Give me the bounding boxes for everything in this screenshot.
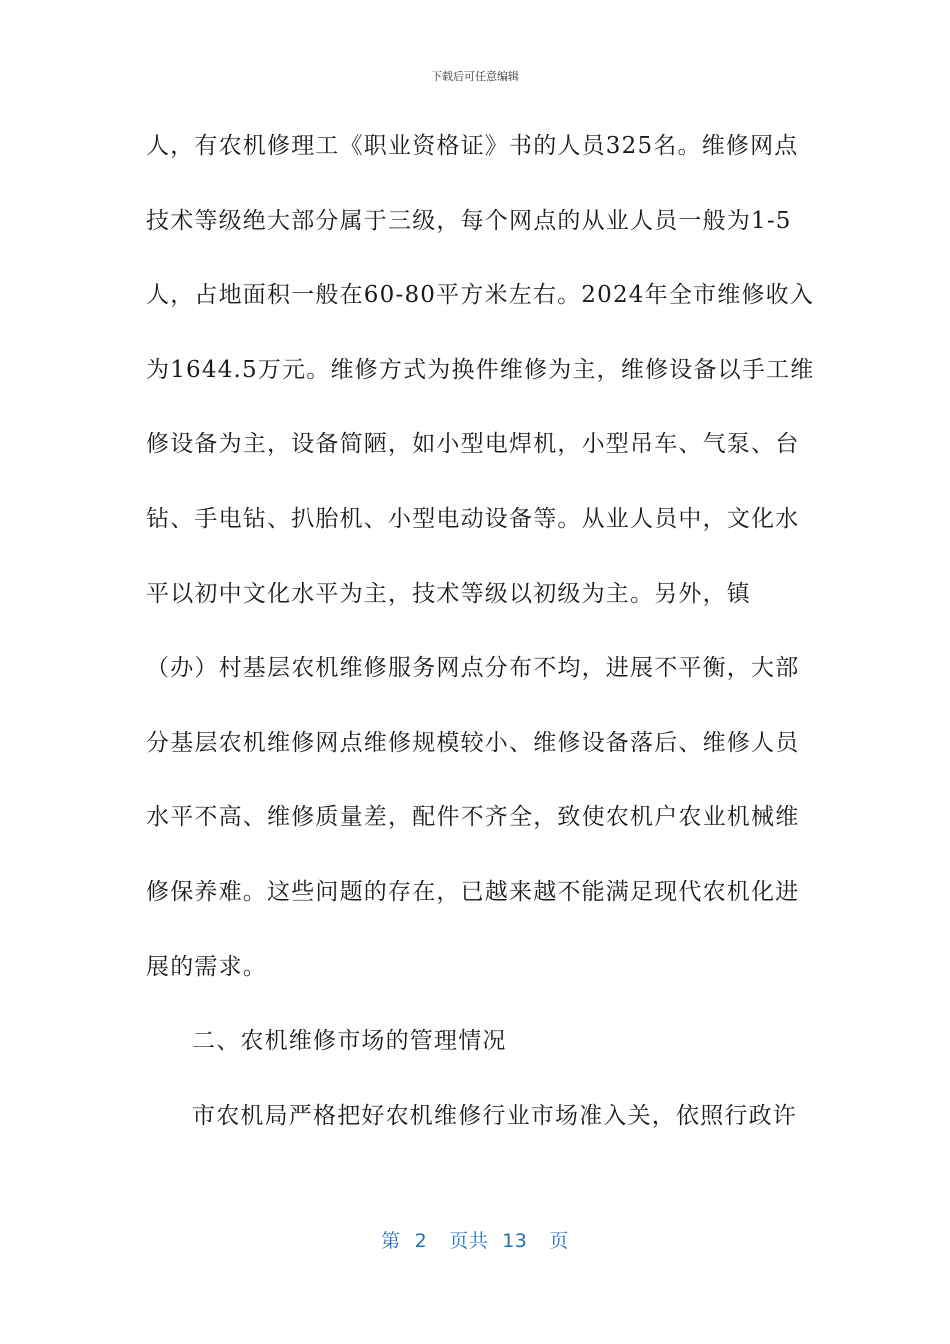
paragraph-line: 分基层农机维修网点维修规模较小、维修设备落后、维修人员: [146, 729, 800, 756]
paragraph-line: 人，有农机修理工《职业资格证》书的人员325名。维修网点: [146, 133, 799, 159]
paragraph-line: 展的需求。: [146, 953, 267, 980]
section-heading: 二、农机维修市场的管理情况: [192, 1028, 507, 1055]
paragraph-line: 技术等级绝大部分属于三级，每个网点的从业人员一般为1-5: [146, 207, 792, 234]
page-footer: [0, 1226, 950, 1253]
paragraph-line: 钻、手电钻、扒胎机、小型电动设备等。从业人员中，文化水: [146, 505, 800, 532]
paragraph-line: 为1644.5万元。维修方式为换件维修为主，维修设备以手工维: [146, 356, 815, 383]
paragraph-line: 人，占地面积一般在60-80平方米左右。2024年全市维修收入: [146, 282, 815, 309]
paragraph-line: 修保养难。这些问题的存在，已越来越不能满足现代农机化进: [146, 878, 800, 905]
footer-page-number: 2: [414, 1230, 428, 1252]
footer-prefix: 第: [381, 1230, 401, 1252]
paragraph-line: （办）村基层农机维修服务网点分布不均，进展不平衡，大部: [146, 655, 800, 682]
footer-middle: 页共: [449, 1230, 489, 1252]
paragraph-line: 平以初中文化水平为主，技术等级以初级为主。另外，镇: [146, 580, 751, 607]
paragraph-line: 水平不高、维修质量差，配件不齐全，致使农机户农业机械维: [146, 804, 800, 831]
footer-suffix: 页: [549, 1230, 569, 1252]
document-body: [146, 128, 815, 1172]
header-note: 下载后可任意编辑: [431, 70, 519, 83]
paragraph-line: 修设备为主，设备简陋，如小型电焊机，小型吊车、气泵、台: [146, 431, 800, 458]
footer-total-pages: 13: [502, 1230, 528, 1252]
paragraph-line: 市农机局严格把好农机维修行业市场准入关，依照行政许: [192, 1102, 797, 1129]
